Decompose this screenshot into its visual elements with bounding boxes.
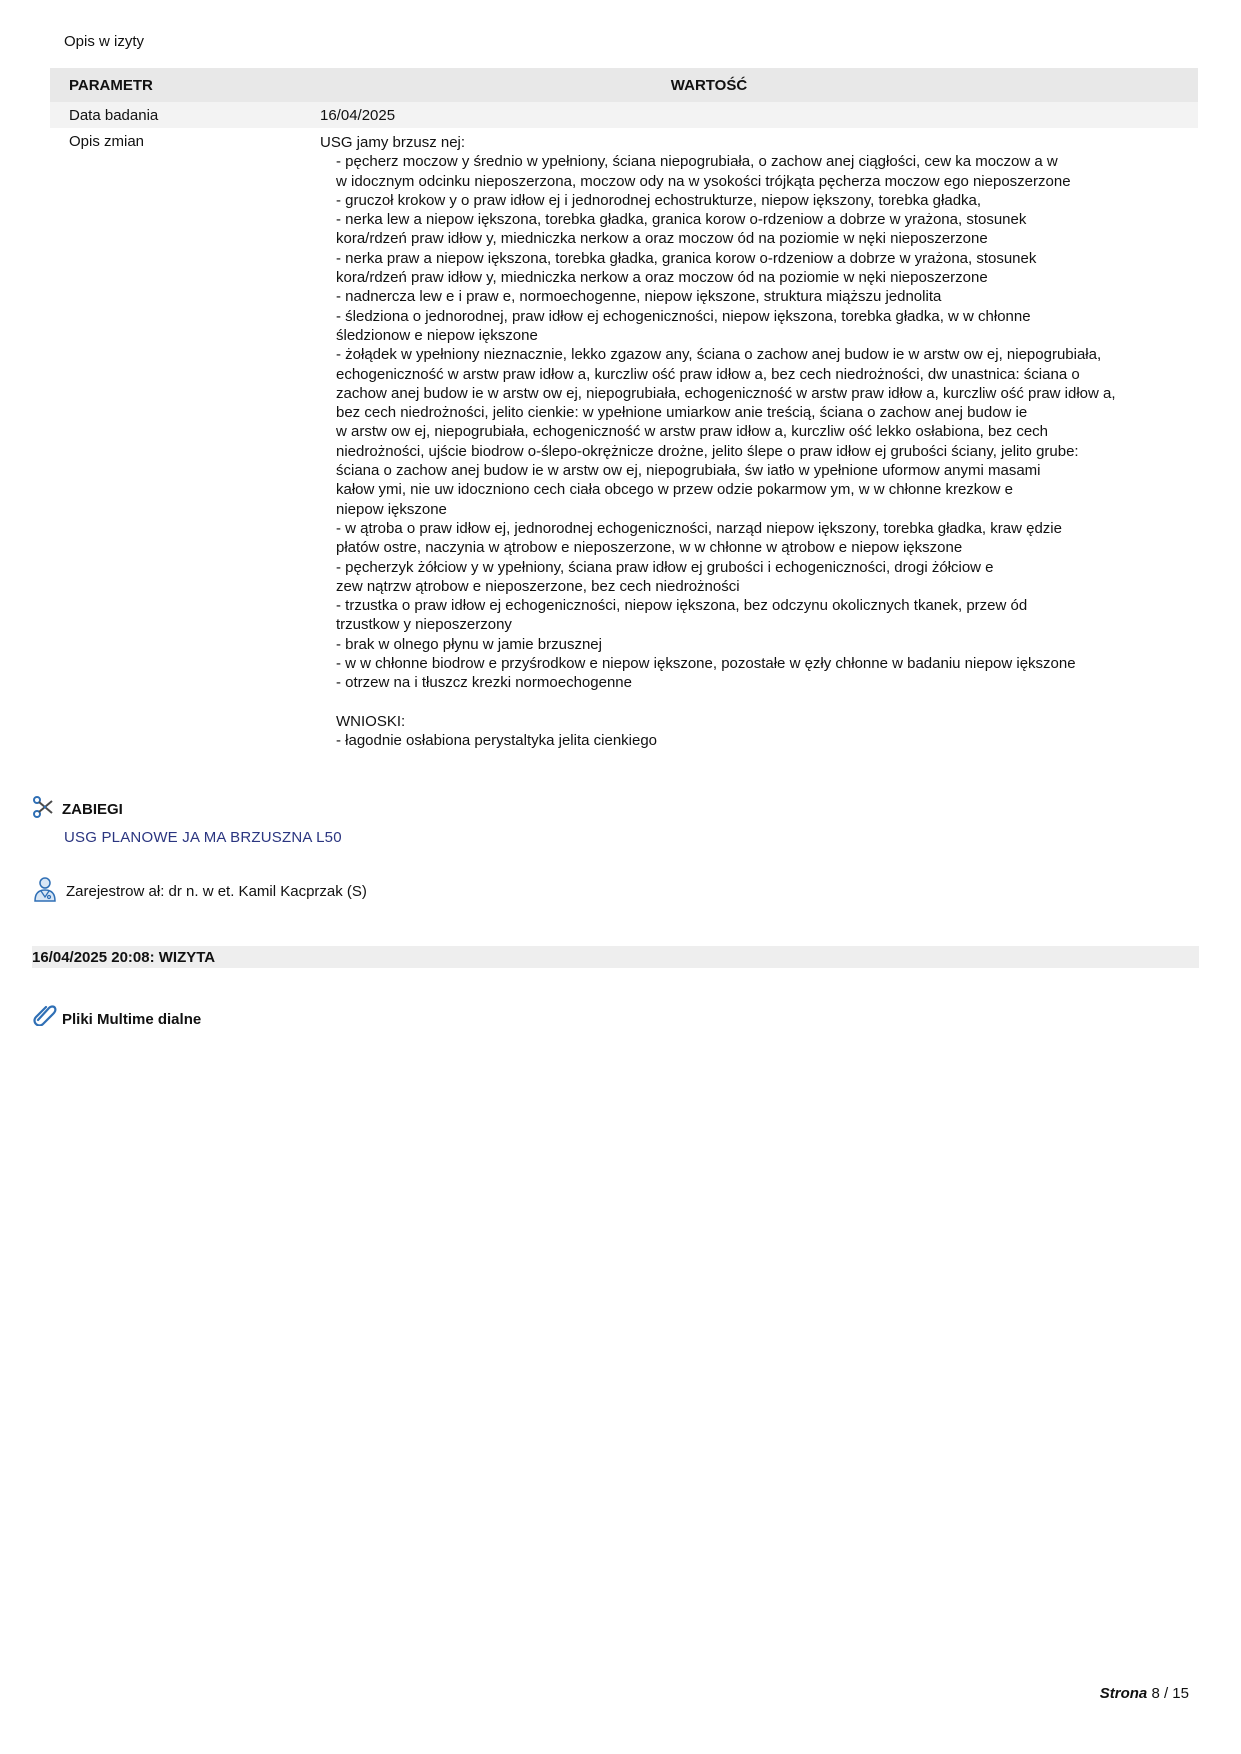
text-line: - w w chłonne biodrow e przyśrodkow e niepow iększone, pozostałe w ęzły chłonne w badaniu niepow iększone <box>336 655 1076 673</box>
wnioski-title: WNIOSKI: <box>336 712 406 730</box>
text-line: kora/rdzeń praw idłow y, miedniczka nerkow a oraz moczow ód na poziomie w nęki nieposzerzone <box>336 269 988 287</box>
text-line: zachow anej budow ie w arstw ow ej, niepogrubiała, echogeniczność w arstw praw idłow a, kurczliw ość praw idłow a, <box>336 384 1116 402</box>
multimedia-title: Pliki Multime dialne <box>62 1011 202 1028</box>
text-line: - pęcherzyk żółciow y w ypełniony, ściana praw idłow ej grubości i echogeniczności, drogi żółciow e <box>336 558 994 576</box>
zabiegi-title: ZABIEGI <box>62 801 123 818</box>
visit-description-table <box>50 68 1198 750</box>
text-line: płatów ostre, naczynia w ątrobow e nieposzerzone, w w chłonne w ątrobow e niepow iększone <box>336 539 963 557</box>
text-line: - trzustka o praw idłow ej echogeniczności, niepow iększona, bez odczynu okolicznych tkanek, przew ód <box>336 597 1028 615</box>
text-line: - śledziona o jednorodnej, praw idłow ej echogeniczności, niepow iększona, torebka gładka, w w chłonne <box>336 307 1031 325</box>
opis-body <box>320 152 1198 692</box>
text-line: kora/rdzeń praw idłow y, miedniczka nerkow a oraz moczow ód na poziomie w nęki nieposzerzone <box>336 230 988 248</box>
row-date-value: 16/04/2025 <box>320 107 396 124</box>
text-line: niepow iększone <box>336 500 447 518</box>
page-footer <box>1100 1685 1189 1702</box>
text-line: - w ątroba o praw idłow ej, jednorodnej echogeniczności, narząd niepow iększony, torebka gładka, kraw ędzie <box>336 519 1062 537</box>
wnioski-body <box>336 731 1198 750</box>
text-line: - otrzew na i tłuszcz krezki normoechogenne <box>336 674 632 692</box>
text-line: w idocznym odcinku nieposzerzona, moczow ody na w ysokości trójkąta pęcherza moczow ego nieposzerzone <box>336 172 1071 190</box>
table-row <box>50 128 1198 750</box>
paperclip-icon <box>32 1002 58 1026</box>
text-line: - nadnercza lew e i praw e, normoechogenne, niepow iększone, struktura miąższu jednolita <box>336 288 942 306</box>
visit-label: 16/04/2025 20:08: WIZYTA <box>32 949 216 966</box>
text-line: trzustkow y nieposzerzony <box>336 616 512 634</box>
doctor-icon <box>32 876 58 902</box>
text-line: niedrożności, ujście biodrow o-ślepo-okrężnicze drożne, jelito ślepe o praw idłow ej grubości ściany, jelito grube: <box>336 442 1079 460</box>
footer-total: / 15 <box>1163 1685 1189 1702</box>
text-line: w arstw ow ej, niepogrubiała, echogeniczność w arstw praw idłow a, kurczliw ość lekko osłabiona, bez cech <box>336 423 1049 441</box>
section-title: Opis w izyty <box>64 33 145 50</box>
text-line: - nerka lew a niepow iększona, torebka gładka, granica korow o-rdzeniow a dobrze w yrażona, stosunek <box>336 211 1027 229</box>
header-parameter: PARAMETR <box>69 77 153 94</box>
footer-page: 8 <box>1151 1685 1160 1702</box>
text-line: - brak w olnego płynu w jamie brzusznej <box>336 635 602 653</box>
text-line: echogeniczność w arstw praw idłow a, kurczliw ość praw idłow a, bez cech niedrożności, dw unastnica: ściana o <box>336 365 1080 383</box>
text-line: zew nątrzw ątrobow e nieposzerzone, bez cech niedrożności <box>336 577 740 595</box>
visit-bar <box>32 946 1199 968</box>
header-value: WARTOŚĆ <box>670 77 748 94</box>
registered-by: Zarejestrow ał: dr n. w et. Kamil Kacprzak (S) <box>66 883 367 900</box>
table-row <box>50 102 1198 128</box>
row-opis-key: Opis zmian <box>69 133 145 150</box>
row-opis-value <box>320 133 1198 750</box>
text-line: kałow ymi, nie uw idoczniono cech ciała obcego w przew odzie pokarmow ym, w w chłonne krezkow e <box>336 481 1013 499</box>
table-header <box>50 68 1198 102</box>
text-line: - gruczoł krokow y o praw idłow ej i jednorodnej echostrukturze, niepow iększony, torebka gładka, <box>336 191 982 209</box>
text-line: bez cech niedrożności, jelito cienkie: w ypełnione umiarkow anie treścią, ściana o zachow anej budow ie <box>336 404 1028 422</box>
text-line: - pęcherz moczow y średnio w ypełniony, ściana niepogrubiała, o zachow anej ciągłości, cew ka moczow a w <box>336 153 1058 171</box>
footer-label: Strona <box>1099 1685 1148 1702</box>
text-line: śledzionow e niepow iększone <box>336 326 538 344</box>
text-line: - łagodnie osłabiona perystaltyka jelita cienkiego <box>336 731 658 749</box>
text-line: - nerka praw a niepow iększona, torebka gładka, granica korow o-rdzeniow a dobrze w yrażona, stosunek <box>336 249 1037 267</box>
scissors-icon <box>32 795 56 819</box>
zabiegi-item: USG PLANOWE JA MA BRZUSZNA L50 <box>64 829 342 846</box>
row-date-key: Data badania <box>69 107 159 124</box>
opis-intro: USG jamy brzusz nej: <box>320 134 466 151</box>
text-line: - żołądek w ypełniony nieznacznie, lekko zgazow any, ściana o zachow anej budow ie w arstw ow ej, niepogrubiała, <box>336 346 1102 364</box>
text-line: ściana o zachow anej budow ie w arstw ow ej, niepogrubiała, św iatło w ypełnione uformow anymi masami <box>336 462 1041 480</box>
